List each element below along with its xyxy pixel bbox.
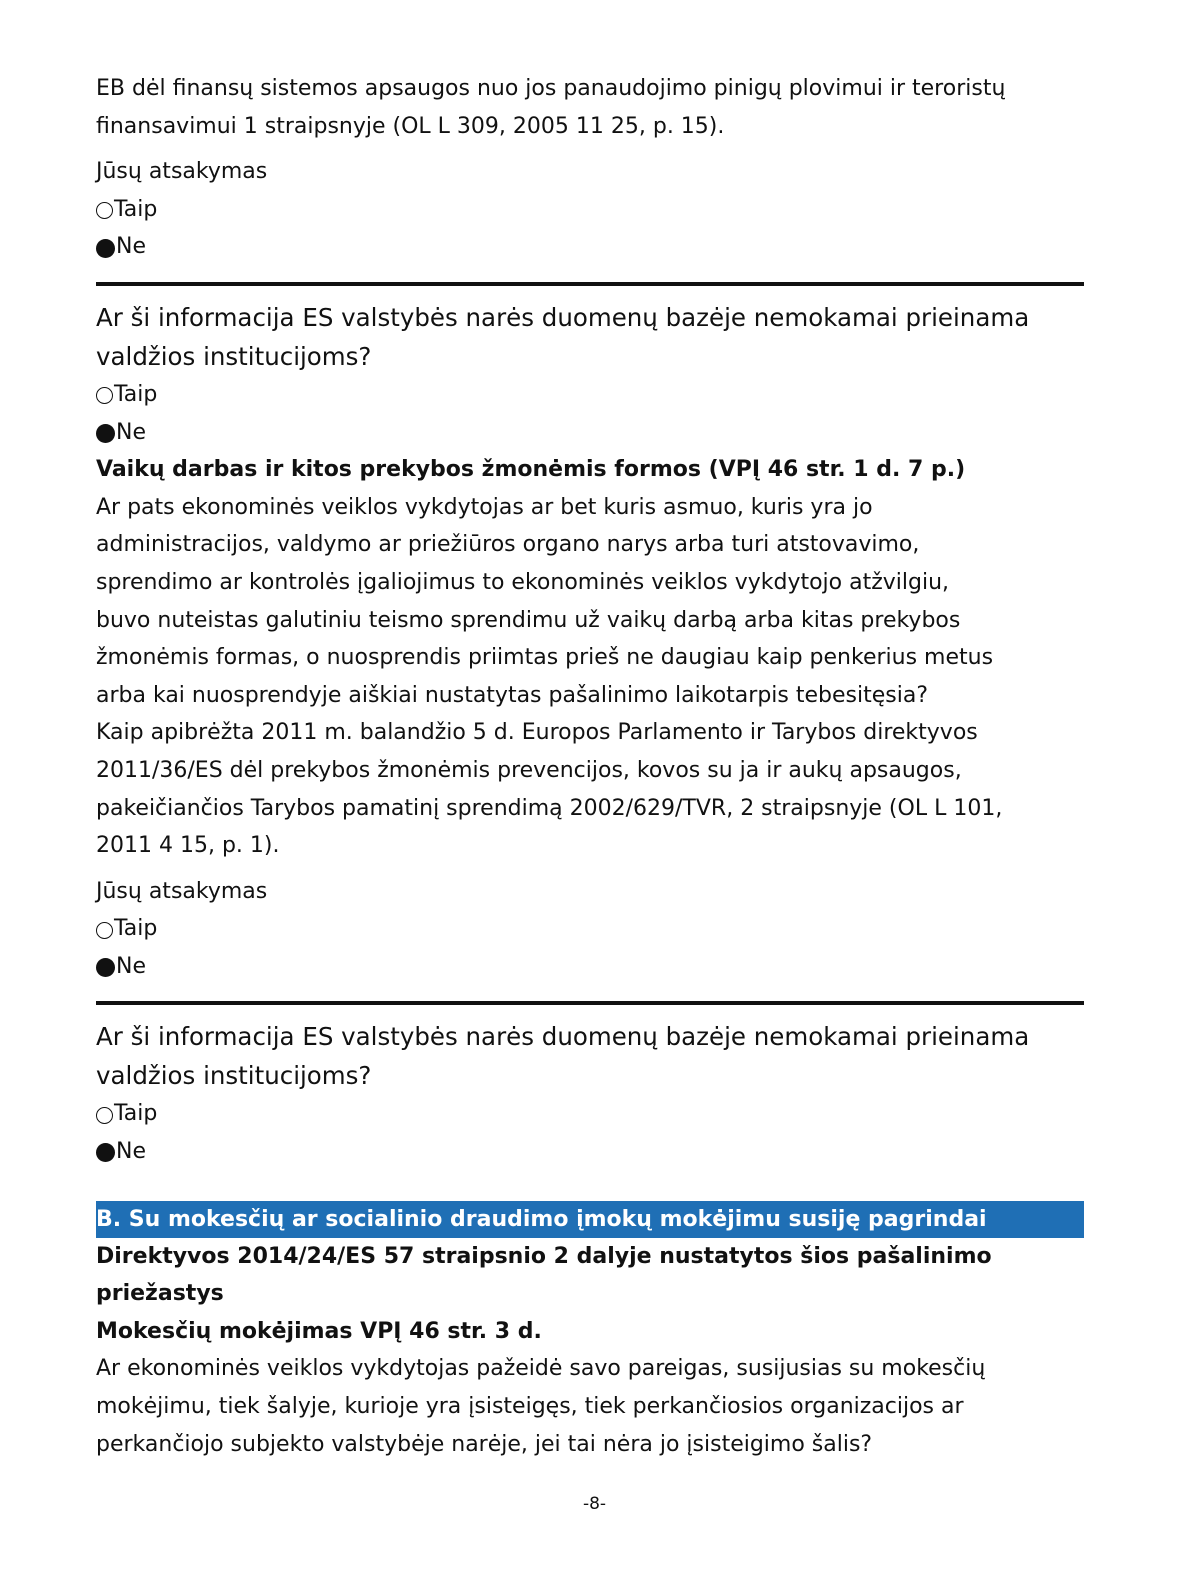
option-no[interactable] xyxy=(96,1133,1084,1171)
option-yes-label: Taip xyxy=(114,916,158,942)
body-line: perkančiojo subjekto valstybėje narėje, jei tai nėra jo įsisteigimo šalis? xyxy=(96,1431,873,1457)
section-heading: Vaikų darbas ir kitos prekybos žmonėmis formos (VPĮ 46 str. 1 d. 7 p.) xyxy=(96,457,966,483)
body-line: 2011 4 15, p. 1). xyxy=(96,833,280,859)
body-line: administracijos, valdymo ar priežiūros organo narys arba turi atstovavimo, xyxy=(96,532,920,558)
body-line: arba kai nuosprendyje aiškiai nustatytas pašalinimo laikotarpis tebesitęsia? xyxy=(96,682,928,708)
question-line: valdžios institucijoms? xyxy=(96,341,372,371)
option-no[interactable] xyxy=(96,414,1084,452)
body-line: pakeičiančios Tarybos pamatinį sprendimą 2002/629/TVR, 2 straipsnyje (OL L 101, xyxy=(96,795,1003,821)
body-line: Kaip apibrėžta 2011 m. balandžio 5 d. Europos Parlamento ir Tarybos direktyvos xyxy=(96,720,978,746)
radio-empty-icon[interactable] xyxy=(96,1107,113,1124)
page-number: -8- xyxy=(582,1494,607,1514)
section-b-bar: B. Su mokesčių ar socialinio draudimo įmokų mokėjimu susiję pagrindai xyxy=(96,1201,1084,1238)
radio-selected-icon[interactable] xyxy=(96,1143,115,1162)
radio-empty-icon[interactable] xyxy=(96,202,113,219)
option-yes-label: Taip xyxy=(114,381,158,407)
body-line: žmonėmis formas, o nuosprendis priimtas prieš ne daugiau kaip penkerius metus xyxy=(96,645,994,671)
radio-selected-icon[interactable] xyxy=(96,424,115,443)
document-page xyxy=(96,70,1084,1463)
body-line: Ar ekonominės veiklos vykdytojas pažeidė savo pareigas, susijusias su mokesčių xyxy=(96,1356,986,1382)
subheading-line: priežastys xyxy=(96,1281,224,1307)
option-no-label: Ne xyxy=(116,953,146,979)
option-no-label: Ne xyxy=(116,419,146,445)
option-yes-label: Taip xyxy=(114,1101,158,1127)
option-no[interactable] xyxy=(96,228,1084,266)
text-line: finansavimui 1 straipsnyje (OL L 309, 2005 11 25, p. 15). xyxy=(96,113,725,139)
question-line: valdžios institucijoms? xyxy=(96,1061,372,1091)
radio-empty-icon[interactable] xyxy=(96,387,113,404)
body-line: 2011/36/ES dėl prekybos žmonėmis prevencijos, kovos su ja ir aukų apsaugos, xyxy=(96,757,962,783)
divider xyxy=(96,282,1084,286)
subheading-tax: Mokesčių mokėjimas VPĮ 46 str. 3 d. xyxy=(96,1318,542,1344)
body-line: mokėjimu, tiek šalyje, kurioje yra įsisteigęs, tiek perkančiosios organizacijos ar xyxy=(96,1394,964,1420)
option-yes-label: Taip xyxy=(114,196,158,222)
option-no-label: Ne xyxy=(116,1139,146,1165)
question-line: Ar ši informacija ES valstybės narės duomenų bazėje nemokamai prieinama xyxy=(96,302,1030,332)
option-yes[interactable] xyxy=(96,191,1084,229)
question-line: Ar ši informacija ES valstybės narės duomenų bazėje nemokamai prieinama xyxy=(96,1022,1030,1052)
answer-label: Jūsų atsakymas xyxy=(96,878,268,904)
radio-empty-icon[interactable] xyxy=(96,922,113,939)
radio-selected-icon[interactable] xyxy=(96,958,115,977)
option-yes[interactable] xyxy=(96,1095,1084,1133)
body-line: buvo nuteistas galutiniu teismo sprendimu už vaikų darbą arba kitas prekybos xyxy=(96,607,961,633)
body-line: sprendimo ar kontrolės įgaliojimus to ekonominės veiklos vykdytojo atžvilgiu, xyxy=(96,569,950,595)
option-no[interactable] xyxy=(96,948,1084,986)
divider xyxy=(96,1001,1084,1005)
option-no-label: Ne xyxy=(116,234,146,260)
body-line: Ar pats ekonominės veiklos vykdytojas ar bet kuris asmuo, kuris yra jo xyxy=(96,494,873,520)
radio-selected-icon[interactable] xyxy=(96,239,115,258)
subheading-line: Direktyvos 2014/24/ES 57 straipsnio 2 dalyje nustatytos šios pašalinimo xyxy=(96,1243,992,1269)
text-line: EB dėl finansų sistemos apsaugos nuo jos panaudojimo pinigų plovimui ir teroristų xyxy=(96,76,1006,101)
option-yes[interactable] xyxy=(96,910,1084,948)
answer-label: Jūsų atsakymas xyxy=(96,159,268,185)
option-yes[interactable] xyxy=(96,376,1084,414)
